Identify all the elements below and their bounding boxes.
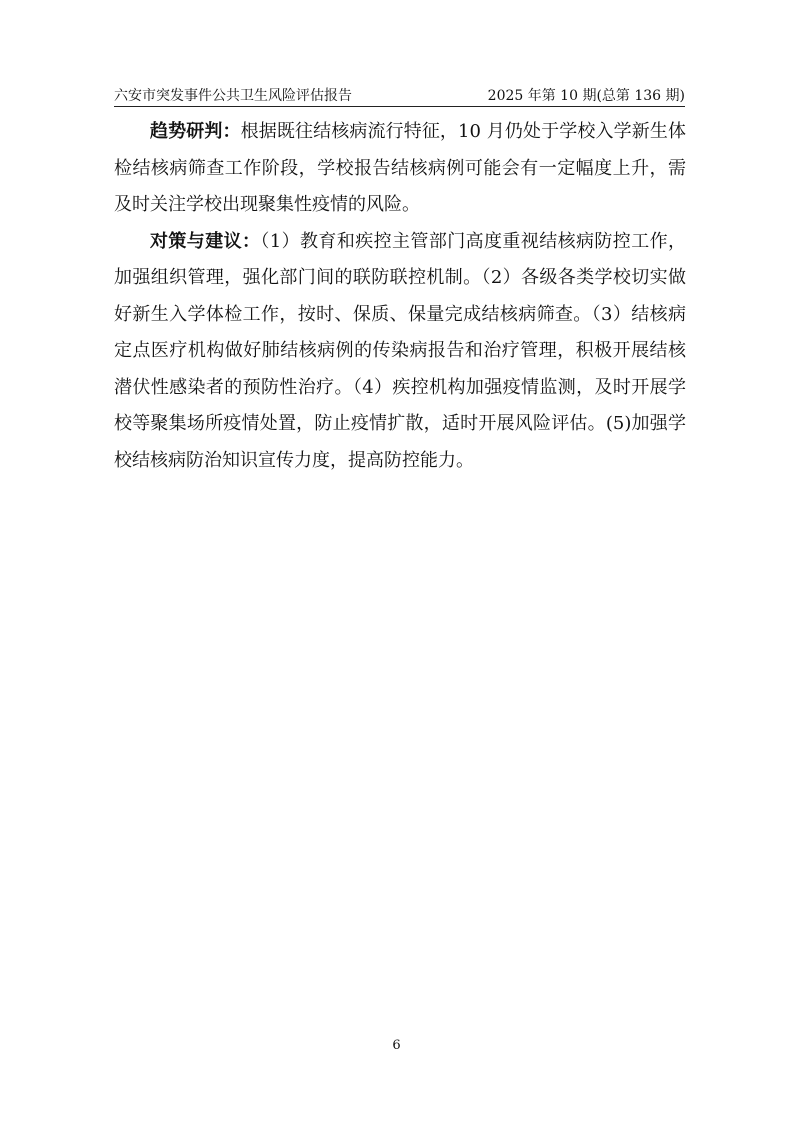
page-number: 6 — [392, 1038, 401, 1053]
recommendations-heading: 对策与建议： — [150, 230, 261, 252]
recommendations-paragraph — [114, 224, 686, 480]
document-body — [114, 114, 686, 479]
issue-number: 2025 年第 10 期(总第 136 期) — [487, 88, 685, 104]
page-header — [114, 86, 685, 107]
recommendations-text: （1）教育和疾控主管部门高度重视结核病防控工作，加强组织管理，强化部门间的联防联控机制。（2）各级各类学校切实做好新生入学体检工作，按时、保质、保量完成结核病筛查。（3）结核病定点医疗机构做好肺结核病例的传染病报告和治疗管理，积极开展结核潜伏性感染者的预防性治疗。（4）疾控机构加强疫情监测，及时开展学校等聚集场所疫情处置，防止疫情扩散，适时开展风险评估。(5)加强学校结核病防治知识宣传力度，提高防控能力。 — [114, 230, 686, 471]
report-series-title: 六安市突发事件公共卫生风险评估报告 — [114, 88, 352, 104]
trend-heading: 趋势研判： — [150, 121, 241, 142]
trend-paragraph — [114, 114, 686, 224]
trend-text: 根据既往结核病流行特征，10 月仍处于学校入学新生体检结核病筛查工作阶段，学校报告结核病例可能会有一定幅度上升，需及时关注学校出现聚集性疫情的风险。 — [114, 121, 687, 215]
